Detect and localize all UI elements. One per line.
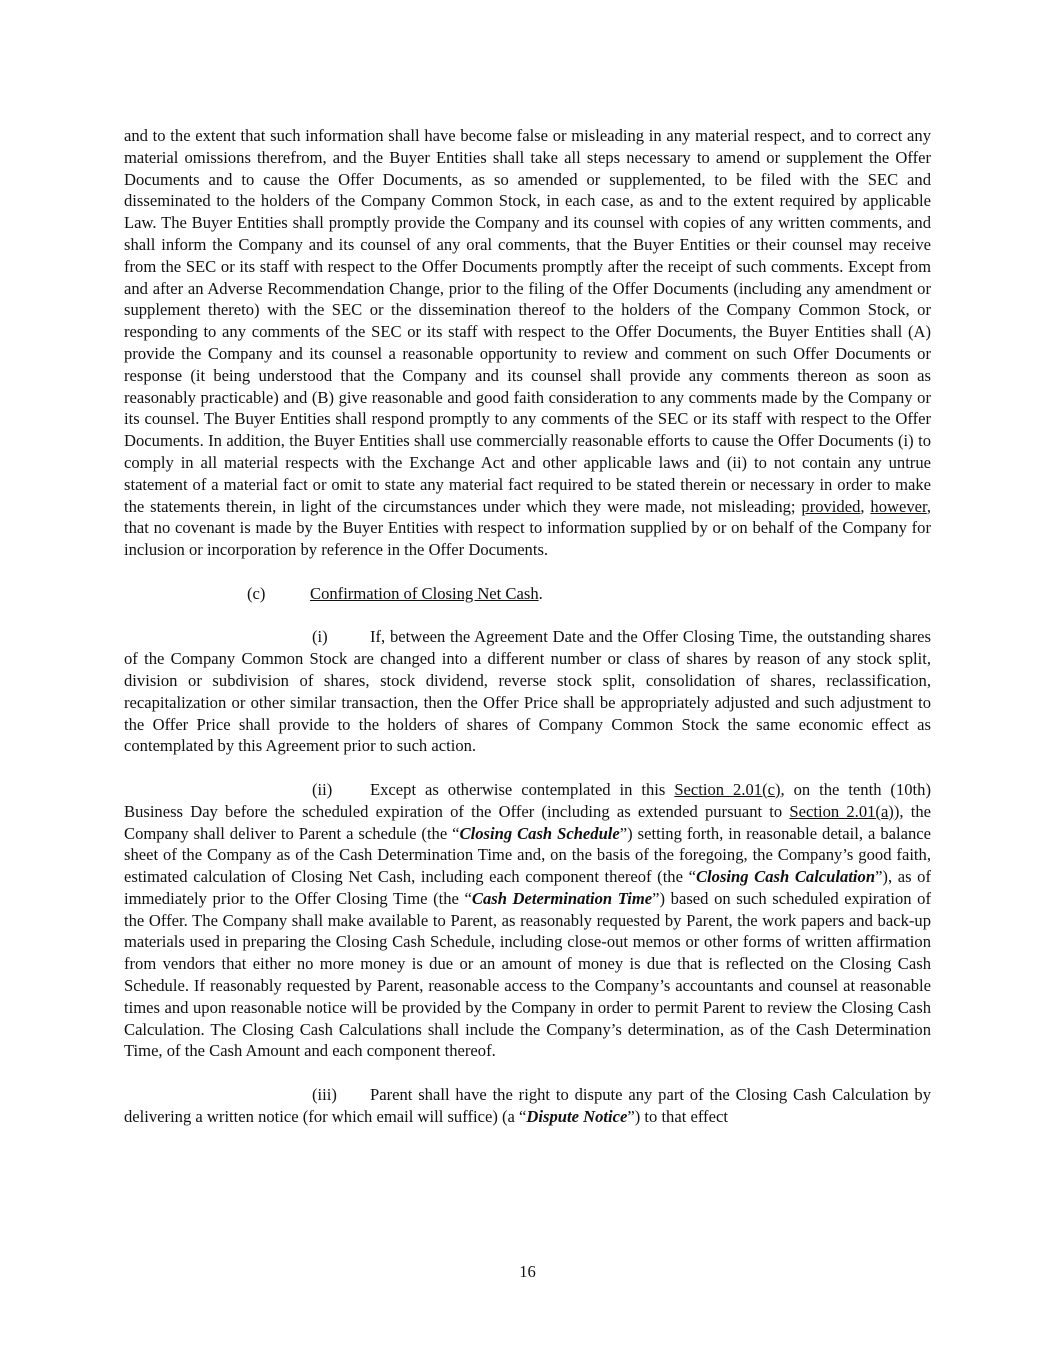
text-run: , that no covenant is made by the Buyer Entities with respect to information supplied by or on behalf of the Company for inclusion or incorporation by reference in the Offer Documents.: [124, 496, 932, 560]
paragraph-iii: [124, 1084, 931, 1128]
text-run: Except as otherwise contemplated in this: [370, 779, 675, 799]
text-run: and to the extent that such information shall have become false or misleading in any material respect, and to correct any material omissions therefrom, and the Buyer Entities shall take all steps necessary to amend or supplement the Offer Documents and to cause the Offer Documents, as so amended or supplemented, to be filed with the SEC and disseminated to the holders of the Company Common Stock, in each case, as and to the extent required by applicable Law. The Buyer Entities shall promptly provide the Company and its counsel with copies of any written comments, and shall inform the Company and its counsel of any oral comments, that the Buyer Entities or their counsel may receive from the SEC or its staff with respect to the Offer Documents promptly after the receipt of such comments. Except from and after an Adverse Recommendation Change, prior to the filing of the Offer Documents (including any amendment or supplement thereto) with the SEC or the dissemination thereof to the holders of the Company Common Stock, or responding to any comments of the SEC or its staff with respect to the Offer Documents, the Buyer Entities shall (A) provide the Company and its counsel a reasonable opportunity to review and comment on such Offer Documents or response (it being understood that the Company and its counsel shall provide any comments thereon as soon as reasonably practicable) and (B) give reasonable and good faith consideration to any comments made by the Company or its counsel. The Buyer Entities shall respond promptly to any comments of the SEC or its staff with respect to the Offer Documents. In addition, the Buyer Entities shall use commercially reasonable efforts to cause the Offer Documents (i) to comply in all material respects with the Exchange Act and other applicable laws and (ii) to not contain any untrue statement of a material fact or omit to state any material fact required to be stated therein or necessary in order to make the statements therein, in light of the circumstances under which they were made, not misleading;: [124, 126, 931, 516]
section-title: Confirmation of Closing Net Cash: [310, 583, 539, 603]
paragraph-number: (i): [312, 627, 328, 647]
paragraph-indent: [124, 1084, 370, 1106]
text-run: , on the tenth (10th) Business Day before the scheduled expiration of the Offer (including as extended pursuant to: [124, 779, 931, 821]
paragraph-gap: [124, 1062, 931, 1084]
defined-term: Closing Cash Calculation: [695, 867, 876, 887]
text-run: ), the Company shall deliver to Parent a schedule (the “: [124, 801, 931, 843]
text-run: ,: [860, 496, 871, 516]
text-run: ”) setting forth, in reasonable detail, a balance sheet of the Company as of the Cash Determination Time and, on the basis of the foregoing, the Company’s good faith, estimated calculation of Closing Net Cash, including each component thereof (the “: [124, 823, 931, 887]
section-c-heading: [124, 583, 931, 605]
text-run: Parent shall have the right to dispute any part of the Closing Cash Calculation by delivering a written notice (for which email will suffice) (a “: [124, 1085, 931, 1126]
paragraph-number: (ii): [312, 779, 333, 799]
paragraph-gap: [124, 605, 931, 627]
paragraph-indent: [124, 779, 370, 801]
underlined-term-provided: provided: [801, 496, 861, 516]
section-number: (c): [247, 583, 266, 603]
underlined-term-however: however: [870, 496, 927, 516]
section-title-period: .: [538, 583, 543, 603]
defined-term: Closing Cash Schedule: [459, 823, 620, 843]
section-reference: Section 2.01(c): [674, 779, 781, 799]
paragraph-gap: [124, 757, 931, 779]
paragraph-gap: [124, 561, 931, 583]
defined-term: Cash Determination Time: [471, 888, 653, 908]
paragraph-text: If, between the Agreement Date and the Offer Closing Time, the outstanding shares of the Company Common Stock are changed into a different number or class of shares by reason of any stock split, division or subdivision of shares, stock dividend, reverse stock split, consolidation of shares, reclassification, recapitalization or other similar transaction, then the Offer Price shall be appropriately adjusted and such adjustment to the Offer Price shall provide to the holders of shares of Company Common Stock the same economic effect as contemplated by this Agreement prior to such action.: [124, 627, 931, 756]
page-number: 16: [519, 1262, 536, 1281]
paragraph-b-continuation: [124, 125, 931, 561]
text-run: ”) to that effect: [627, 1106, 728, 1126]
paragraph-number: (iii): [312, 1085, 337, 1105]
defined-term: Dispute Notice: [526, 1106, 628, 1126]
section-reference: Section 2.01(a): [789, 801, 894, 821]
paragraph-indent: [124, 626, 370, 648]
document-page: [124, 125, 931, 1128]
text-run: ”) based on such scheduled expiration of the Offer. The Company shall make available to Parent, as reasonably requested by Parent, the work papers and back-up materials used in preparing the Closing Cash Schedule, including close-out memos or other forms of written affirmation from vendors that either no more money is due or an amount of money is due that is reflected on the Closing Cash Schedule. If reasonably requested by Parent, reasonable access to the Company’s accountants and counsel at reasonable times and upon reasonable notice will be provided by the Company in order to permit Parent to review the Closing Cash Calculation. The Closing Cash Calculations shall include the Company’s determination, as of the Cash Determination Time, of the Cash Amount and each component thereof.: [124, 888, 931, 1061]
text-run: ”), as of immediately prior to the Offer Closing Time (the “: [124, 867, 931, 908]
paragraph-i: [124, 626, 931, 757]
paragraph-ii: [124, 779, 931, 1062]
